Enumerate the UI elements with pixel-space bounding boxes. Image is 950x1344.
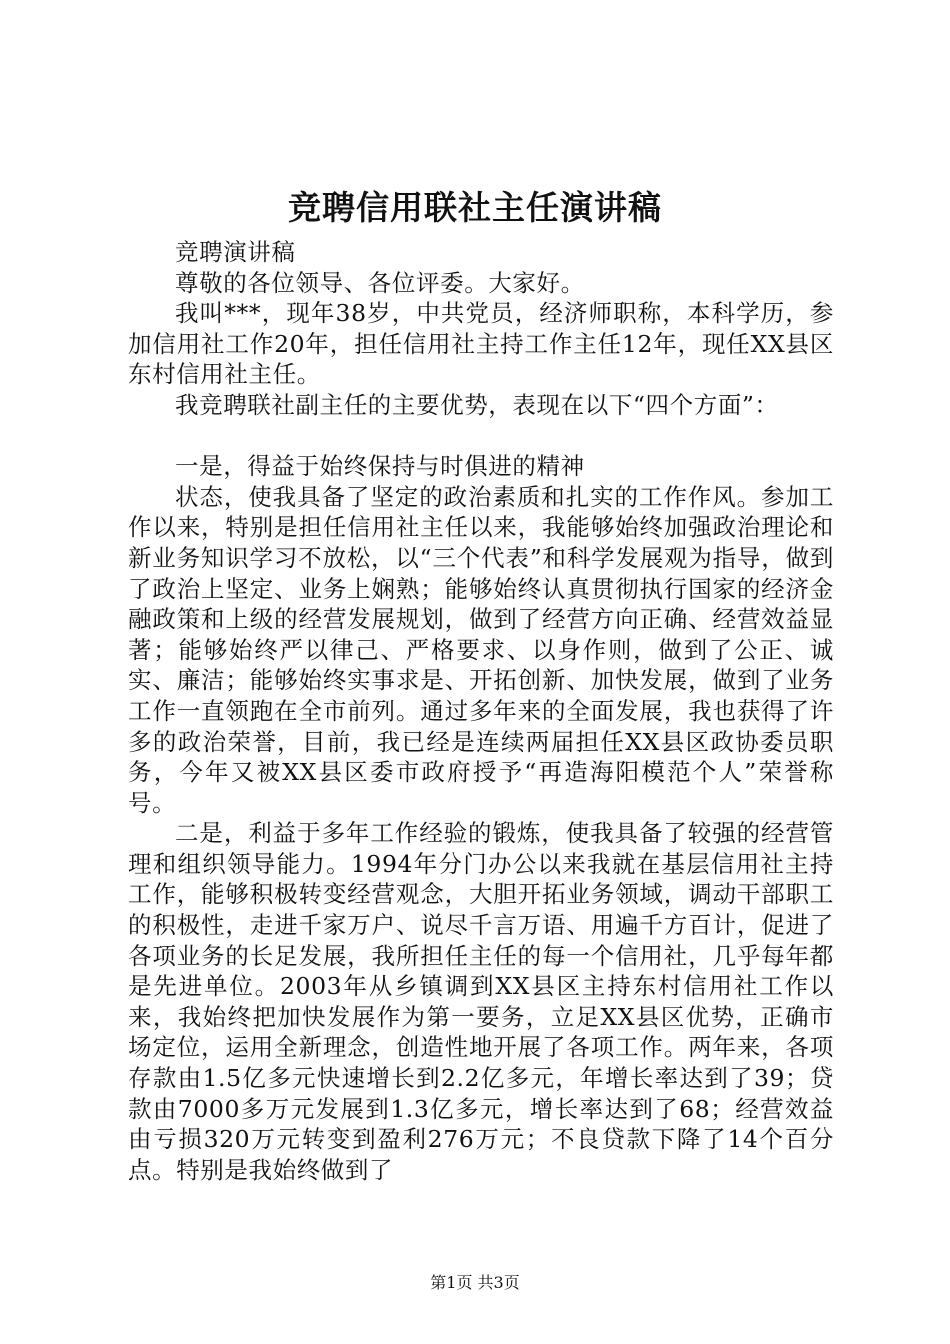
paragraph-point-one-body: 状态，使我具备了坚定的政治素质和扎实的工作作风。参加工作以来，特别是担任信用社主任以来，我能够始终加强政治理论和新业务知识学习不放松，以“三个代表”和科学发展观为指导，做到了政治上坚定、业务上娴熟；能够始终认真贯彻执行国家的经济金融政策和上级的经营发展规划，做到了经营方向正确、经营效益显著；能够始终严以律己、严格要求、以身作则，做到了公正、诚实、廉洁；能够始终实事求是、开拓创新、加快发展，做到了业务工作一直领跑在全市前列。通过多年来的全面发展，我也获得了许多的政治荣誉，目前，我已经是连续两届担任XX县区政协委员职务，今年又被XX县区委市政府授予“再造海阳模范个人”荣誉称号。: [128, 482, 834, 817]
paragraph-greeting-heading: 竞聘演讲稿: [175, 238, 296, 266]
document-title: 竞聘信用联社主任演讲稿: [288, 188, 662, 227]
page-footer: 第1页 共3页: [430, 1273, 520, 1292]
paragraph-point-two: 二是，利益于多年工作经验的锻炼，使我具备了较强的经营管理和组织领导能力。1994年分门办公以来我就在基层信用社主持工作，能够积极转变经营观念，大胆开拓业务领域，调动干部职工的积极性，走进千家万户、说尽千言万语、用遍千方百计，促进了各项业务的长足发展，我所担任主任的每一个信用社，几乎每年都是先进单位。2003年从乡镇调到XX县区主持东村信用社工作以来，我始终把加快发展作为第一要务，立足XX县区优势，正确市场定位，运用全新理念，创造性地开展了各项工作。两年来，各项存款由1.5亿多元快速增长到2.2亿多元，年增长率达到了39；贷款由7000多万元发展到1.3亿多元，增长率达到了68；经营效益由亏损320万元转变到盈利276万元；不良贷款下降了14个百分点。特别是我始终做到了: [128, 819, 834, 1184]
paragraph-self-introduction: 我叫***，现年38岁，中共党员，经济师职称，本科学历，参加信用社工作20年，担任信用社主持工作主任12年，现任XX县区东村信用社主任。: [128, 299, 834, 389]
paragraph-advantages-intro: 我竞聘联社副主任的主要优势，表现在以下“四个方面”：: [175, 390, 779, 419]
paragraph-salutation: 尊敬的各位领导、各位评委。大家好。: [175, 268, 585, 297]
paragraph-point-one-heading: 一是，得益于始终保持与时俱进的精神: [175, 452, 585, 481]
document-body: [128, 237, 834, 1185]
